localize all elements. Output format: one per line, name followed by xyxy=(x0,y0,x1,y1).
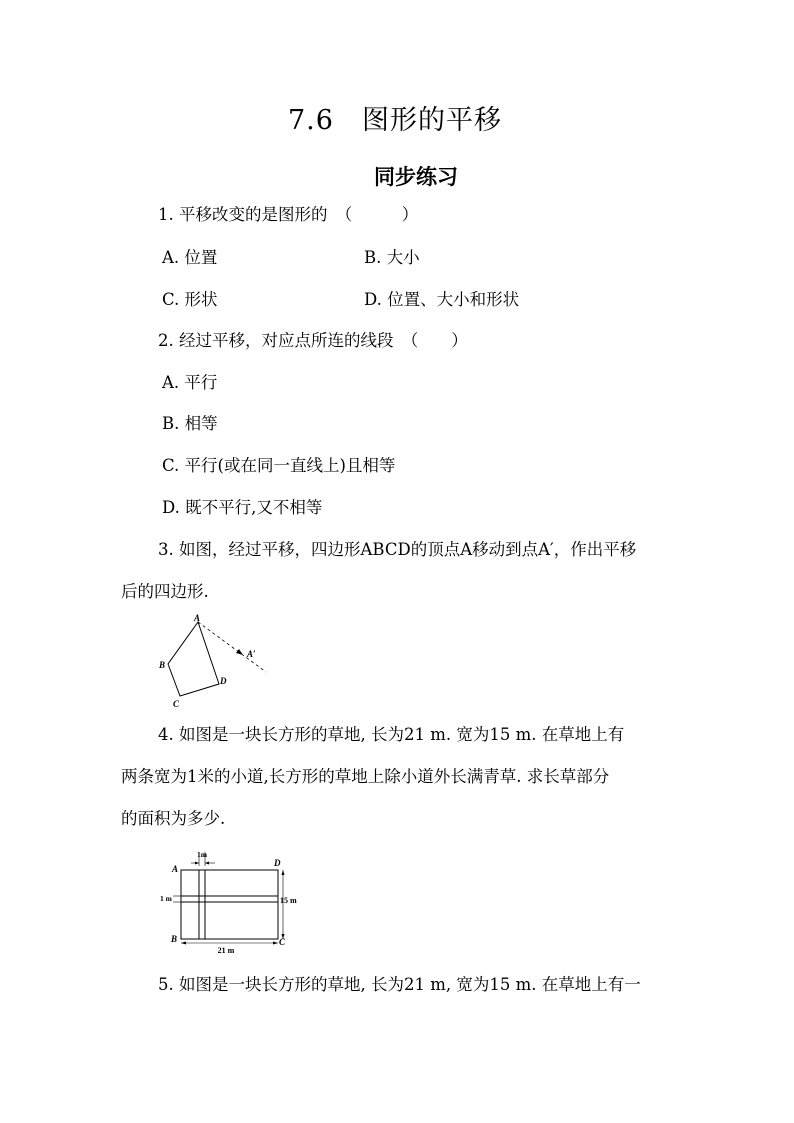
label-b: B xyxy=(171,934,178,944)
q1-option-a: A. 位置 xyxy=(162,248,218,267)
q3-text-line-2: 后的四边形. xyxy=(121,582,209,601)
q3-text-line-1: 3. 如图，经过平移，四边形ABCD的顶点A移动到点A′，作出平移 xyxy=(158,540,637,559)
q2-stem: 2. 经过平移，对应点所连的线段 （ ） xyxy=(158,331,468,350)
field-rectangle xyxy=(181,870,278,939)
q1-option-c: C. 形状 xyxy=(162,290,218,309)
label-a-prime: A′ xyxy=(247,649,256,659)
label-b: B xyxy=(159,660,166,670)
label-length: 21 m xyxy=(217,946,235,954)
q2-option-a: A. 平行 xyxy=(162,373,218,392)
q4-text-line-3: 的面积为多少. xyxy=(121,809,226,828)
q2-option-c: C. 平行(或在同一直线上)且相等 xyxy=(162,456,396,475)
quadrilateral-abcd xyxy=(168,622,219,696)
q2-option-d: D. 既不平行,又不相等 xyxy=(162,498,323,517)
q1-option-b: B. 大小 xyxy=(364,248,420,267)
q4-text-line-2: 两条宽为1米的小道,长方形的草地上除小道外长满青草. 求长草部分 xyxy=(121,767,610,786)
label-d: D xyxy=(274,858,281,868)
label-c: C xyxy=(279,937,286,947)
arrow-icon xyxy=(236,649,243,655)
page-title: 7.6 图形的平移 xyxy=(288,105,502,136)
label-a: A xyxy=(194,613,201,623)
label-d: D xyxy=(220,676,227,686)
label-height: 15 m xyxy=(280,896,297,905)
q4-text-line-1: 4. 如图是一块长方形的草地, 长为21 m. 宽为15 m. 在草地上有 xyxy=(158,725,625,744)
label-top-width: 1m xyxy=(197,850,207,859)
q2-option-b: B. 相等 xyxy=(162,414,218,433)
translation-dashed-line xyxy=(198,622,266,672)
q4-grass-field-figure xyxy=(155,846,310,954)
page-subtitle: 同步练习 xyxy=(374,164,458,189)
q1-stem: 1. 平移改变的是图形的 （ ） xyxy=(158,205,419,224)
label-a: A xyxy=(172,864,179,874)
label-c: C xyxy=(173,699,180,709)
q5-text-line-1: 5. 如图是一块长方形的草地, 长为21 m, 宽为15 m. 在草地上有一 xyxy=(158,975,641,994)
label-left-width: 1 m xyxy=(160,894,172,903)
q3-quadrilateral-figure xyxy=(150,612,280,712)
q1-option-d: D. 位置、大小和形状 xyxy=(364,290,520,309)
